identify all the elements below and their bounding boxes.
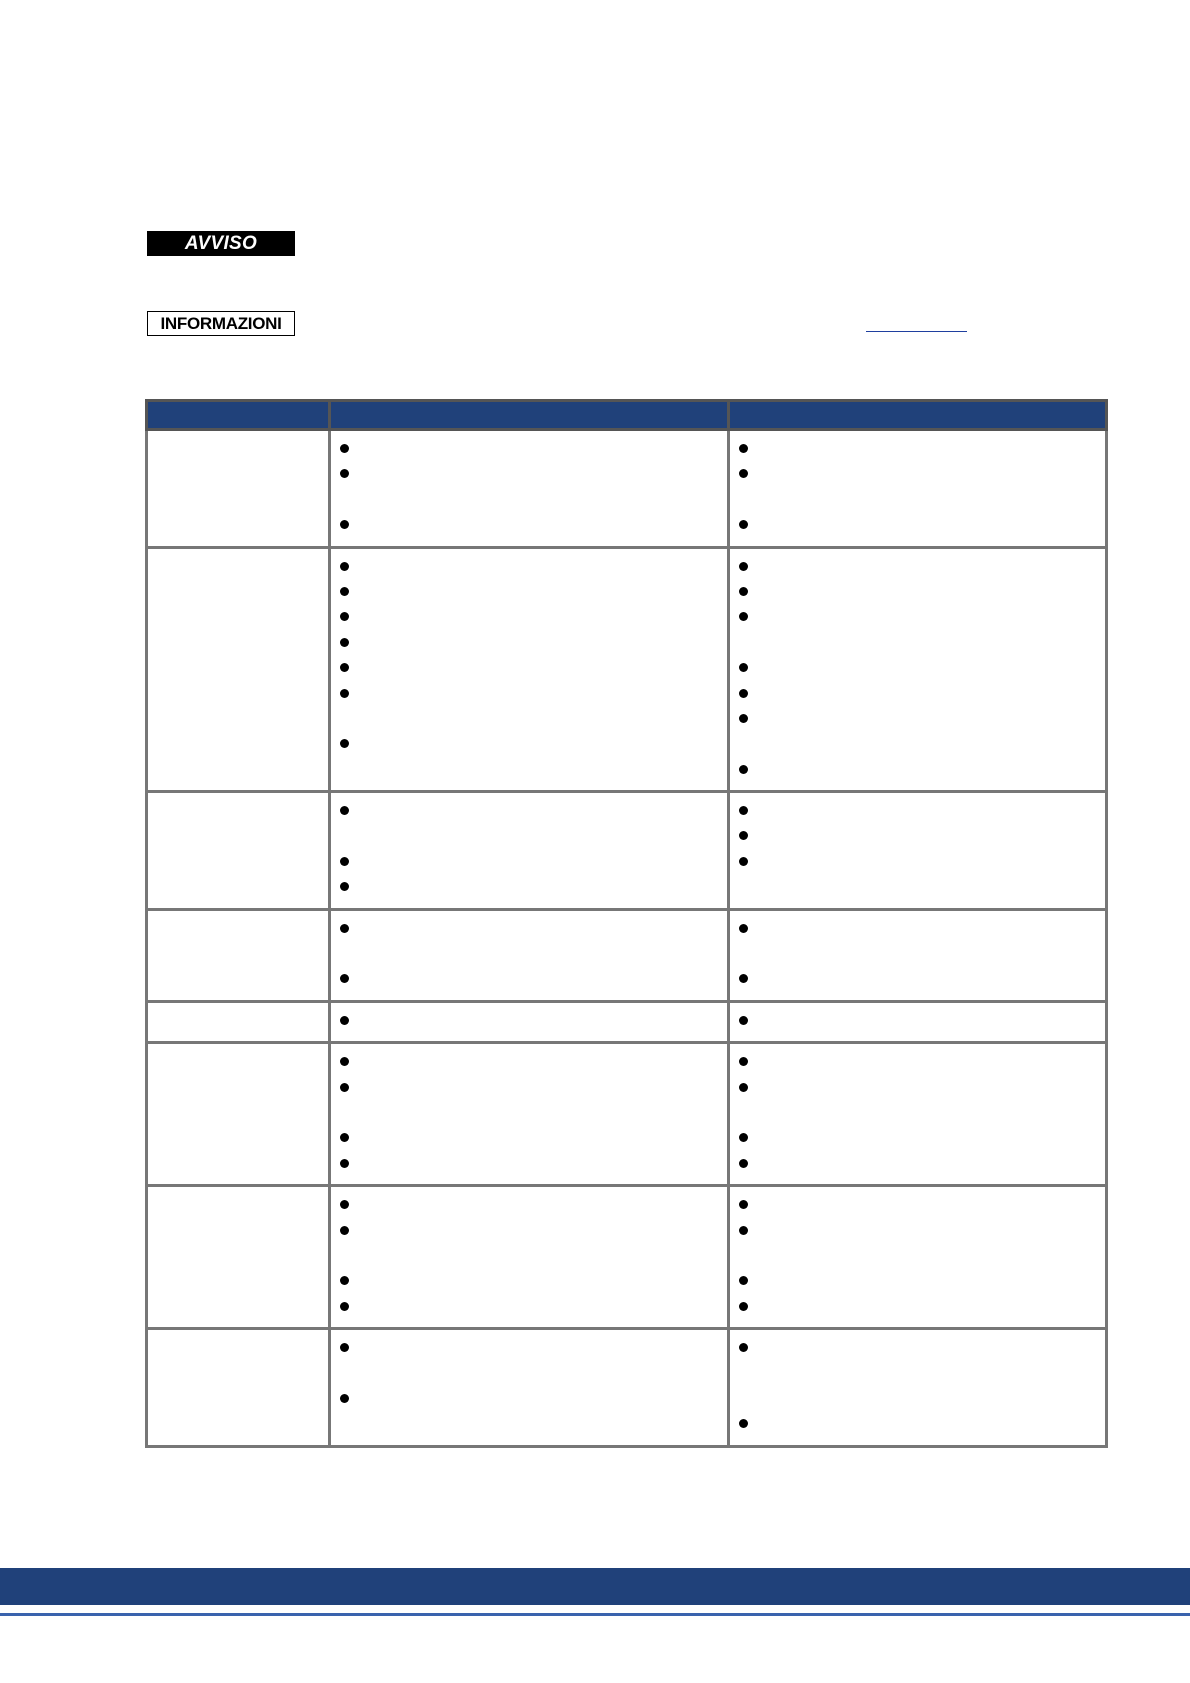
bullet-icon bbox=[739, 1159, 748, 1168]
list-item bbox=[340, 657, 727, 682]
list-item bbox=[739, 1010, 1105, 1035]
list-line-continuation bbox=[739, 632, 1105, 657]
list-item bbox=[739, 759, 1105, 784]
header-cell-1 bbox=[147, 401, 330, 430]
bullet-icon bbox=[739, 444, 748, 453]
list-item bbox=[340, 1296, 727, 1321]
list-item bbox=[739, 1413, 1105, 1438]
list-item bbox=[340, 876, 727, 901]
bullet-icon bbox=[739, 1200, 748, 1209]
list-item bbox=[340, 581, 727, 606]
list-line-continuation bbox=[340, 1102, 727, 1127]
bullet-icon bbox=[340, 444, 349, 453]
left-bullet-cell bbox=[330, 792, 729, 910]
bullet-list bbox=[730, 1044, 1105, 1184]
bullet-icon bbox=[340, 1226, 349, 1235]
bullet-icon bbox=[739, 831, 748, 840]
list-line-continuation bbox=[739, 489, 1105, 514]
bullet-icon bbox=[340, 1133, 349, 1142]
bullet-icon bbox=[739, 1419, 748, 1428]
bullet-icon bbox=[739, 1133, 748, 1142]
header-cell-3 bbox=[729, 401, 1107, 430]
bullet-icon bbox=[340, 562, 349, 571]
list-item bbox=[340, 632, 727, 657]
table-row bbox=[147, 909, 1107, 1001]
bullet-icon bbox=[340, 469, 349, 478]
bullet-icon bbox=[340, 974, 349, 983]
bullet-list bbox=[331, 431, 727, 546]
footer-rule bbox=[0, 1613, 1190, 1616]
bullet-icon bbox=[340, 1343, 349, 1352]
bullet-list bbox=[331, 911, 727, 1000]
list-item bbox=[340, 514, 727, 539]
bullet-list bbox=[331, 1003, 727, 1041]
bullet-icon bbox=[340, 689, 349, 698]
bullet-icon bbox=[340, 1394, 349, 1403]
table-header-row bbox=[147, 401, 1107, 430]
table-row bbox=[147, 547, 1107, 792]
list-item bbox=[340, 606, 727, 631]
left-bullet-cell bbox=[330, 1186, 729, 1329]
bullet-icon bbox=[739, 562, 748, 571]
list-item bbox=[739, 1220, 1105, 1245]
list-item bbox=[739, 1337, 1105, 1362]
bullet-icon bbox=[340, 1200, 349, 1209]
table-row bbox=[147, 1001, 1107, 1042]
bullet-icon bbox=[340, 1302, 349, 1311]
bullet-icon bbox=[739, 765, 748, 774]
left-bullet-cell bbox=[330, 430, 729, 548]
bullet-icon bbox=[340, 663, 349, 672]
row-label-cell bbox=[147, 1001, 330, 1042]
bullet-icon bbox=[739, 1343, 748, 1352]
list-item bbox=[739, 825, 1105, 850]
list-item bbox=[739, 581, 1105, 606]
row-label-cell bbox=[147, 909, 330, 1001]
list-item bbox=[340, 463, 727, 488]
right-bullet-cell bbox=[729, 547, 1107, 792]
bullet-icon bbox=[340, 1016, 349, 1025]
list-item bbox=[340, 1127, 727, 1152]
table-row bbox=[147, 1043, 1107, 1186]
bullet-icon bbox=[340, 638, 349, 647]
table-row bbox=[147, 1329, 1107, 1447]
left-bullet-cell bbox=[330, 1043, 729, 1186]
list-item bbox=[340, 800, 727, 825]
avviso-badge: AVVISO bbox=[147, 231, 295, 256]
bullet-list bbox=[730, 911, 1105, 1000]
list-item bbox=[340, 683, 727, 708]
bullet-icon bbox=[739, 663, 748, 672]
right-bullet-cell bbox=[729, 430, 1107, 548]
informazioni-badge: INFORMAZIONI bbox=[147, 311, 295, 336]
comparison-table bbox=[145, 399, 1108, 1448]
bullet-list bbox=[730, 793, 1105, 882]
list-item bbox=[739, 1127, 1105, 1152]
bullet-icon bbox=[340, 857, 349, 866]
list-item bbox=[739, 1153, 1105, 1178]
list-line-continuation bbox=[340, 489, 727, 514]
bullet-icon bbox=[340, 882, 349, 891]
row-label-cell bbox=[147, 430, 330, 548]
table-row bbox=[147, 430, 1107, 548]
list-line-continuation bbox=[340, 1363, 727, 1388]
row-label-cell bbox=[147, 1043, 330, 1186]
list-item bbox=[739, 708, 1105, 733]
list-item bbox=[739, 1270, 1105, 1295]
list-item bbox=[739, 1051, 1105, 1076]
footer-bar bbox=[0, 1568, 1190, 1605]
list-item bbox=[739, 463, 1105, 488]
bullet-icon bbox=[340, 924, 349, 933]
bullet-list bbox=[730, 549, 1105, 791]
list-item bbox=[739, 968, 1105, 993]
bullet-icon bbox=[340, 806, 349, 815]
bullet-icon bbox=[739, 520, 748, 529]
list-item bbox=[340, 1010, 727, 1035]
bullet-icon bbox=[739, 806, 748, 815]
bullet-list bbox=[331, 1044, 727, 1184]
list-item bbox=[340, 1194, 727, 1219]
list-item bbox=[739, 918, 1105, 943]
bullet-icon bbox=[739, 1057, 748, 1066]
bullet-icon bbox=[739, 689, 748, 698]
bullet-icon bbox=[340, 520, 349, 529]
list-item bbox=[739, 556, 1105, 581]
bullet-icon bbox=[340, 612, 349, 621]
list-line-continuation bbox=[739, 1245, 1105, 1270]
list-item bbox=[739, 1296, 1105, 1321]
row-label-cell bbox=[147, 1186, 330, 1329]
list-line-continuation bbox=[340, 1245, 727, 1270]
header-cell-2 bbox=[330, 401, 729, 430]
bullet-icon bbox=[739, 1016, 748, 1025]
bullet-icon bbox=[739, 612, 748, 621]
list-item bbox=[340, 556, 727, 581]
table-row bbox=[147, 792, 1107, 910]
bullet-icon bbox=[739, 857, 748, 866]
list-item bbox=[739, 800, 1105, 825]
bullet-icon bbox=[739, 587, 748, 596]
list-item bbox=[739, 438, 1105, 463]
bullet-list bbox=[730, 1003, 1105, 1041]
list-line-continuation bbox=[739, 1102, 1105, 1127]
row-label-cell bbox=[147, 1329, 330, 1447]
bullet-icon bbox=[739, 924, 748, 933]
bullet-icon bbox=[739, 469, 748, 478]
list-item bbox=[739, 514, 1105, 539]
list-item bbox=[739, 1194, 1105, 1219]
bullet-icon bbox=[340, 739, 349, 748]
right-bullet-cell bbox=[729, 1001, 1107, 1042]
bullet-icon bbox=[739, 1276, 748, 1285]
list-item bbox=[340, 1153, 727, 1178]
bullet-list bbox=[730, 1330, 1105, 1445]
list-item bbox=[340, 733, 727, 758]
right-bullet-cell bbox=[729, 1329, 1107, 1447]
list-line-continuation bbox=[340, 825, 727, 850]
list-item bbox=[739, 606, 1105, 631]
bullet-icon bbox=[340, 1083, 349, 1092]
right-bullet-cell bbox=[729, 909, 1107, 1001]
bullet-icon bbox=[340, 1159, 349, 1168]
bullet-list bbox=[331, 549, 727, 765]
table-row bbox=[147, 1186, 1107, 1329]
bullet-list bbox=[730, 431, 1105, 546]
left-bullet-cell bbox=[330, 1329, 729, 1447]
list-item bbox=[739, 1077, 1105, 1102]
left-bullet-cell bbox=[330, 909, 729, 1001]
bullet-icon bbox=[739, 1226, 748, 1235]
list-item bbox=[739, 657, 1105, 682]
list-item bbox=[340, 1337, 727, 1362]
bullet-list bbox=[331, 1187, 727, 1327]
list-line-continuation bbox=[340, 943, 727, 968]
list-line-continuation bbox=[739, 943, 1105, 968]
list-line-continuation bbox=[739, 1388, 1105, 1413]
bullet-icon bbox=[739, 974, 748, 983]
bullet-icon bbox=[739, 1083, 748, 1092]
list-item bbox=[340, 1051, 727, 1076]
row-label-cell bbox=[147, 547, 330, 792]
table-body bbox=[147, 430, 1107, 1447]
bullet-icon bbox=[340, 587, 349, 596]
cross-reference-link[interactable] bbox=[866, 331, 967, 332]
list-item bbox=[340, 1220, 727, 1245]
row-label-cell bbox=[147, 792, 330, 910]
bullet-icon bbox=[340, 1276, 349, 1285]
right-bullet-cell bbox=[729, 1186, 1107, 1329]
list-item bbox=[340, 851, 727, 876]
list-item bbox=[340, 438, 727, 463]
left-bullet-cell bbox=[330, 1001, 729, 1042]
right-bullet-cell bbox=[729, 1043, 1107, 1186]
bullet-icon bbox=[340, 1057, 349, 1066]
list-item bbox=[340, 1077, 727, 1102]
right-bullet-cell bbox=[729, 792, 1107, 910]
list-item bbox=[340, 1270, 727, 1295]
left-bullet-cell bbox=[330, 547, 729, 792]
list-item bbox=[340, 968, 727, 993]
bullet-list bbox=[730, 1187, 1105, 1327]
bullet-list bbox=[331, 1330, 727, 1419]
list-line-continuation bbox=[739, 1363, 1105, 1388]
list-item bbox=[340, 918, 727, 943]
list-line-continuation bbox=[340, 708, 727, 733]
list-item bbox=[739, 683, 1105, 708]
list-line-continuation bbox=[739, 733, 1105, 758]
list-item bbox=[739, 851, 1105, 876]
bullet-list bbox=[331, 793, 727, 908]
bullet-icon bbox=[739, 714, 748, 723]
list-item bbox=[340, 1388, 727, 1413]
bullet-icon bbox=[739, 1302, 748, 1311]
